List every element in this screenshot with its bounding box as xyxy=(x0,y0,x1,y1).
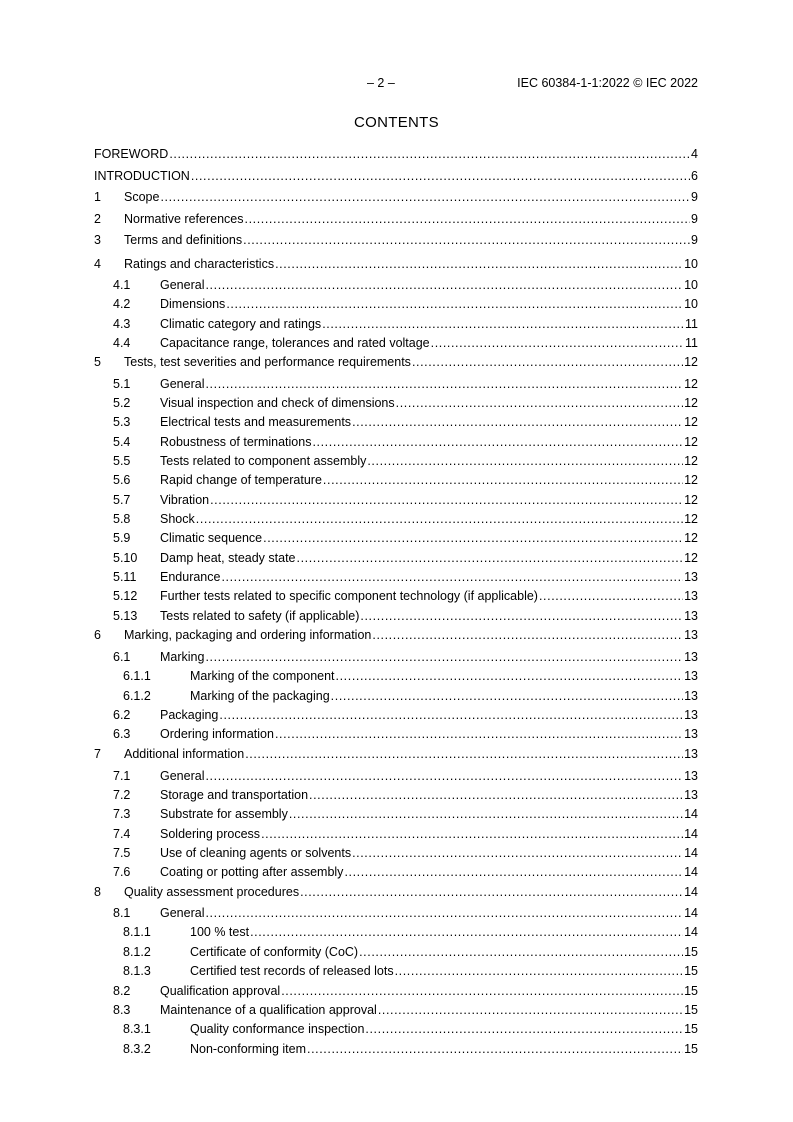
toc-entry-number: 6.3 xyxy=(113,727,131,741)
toc-entry-number: 8.1.2 xyxy=(123,945,151,959)
toc-entry-title[interactable]: Ordering information xyxy=(160,727,274,741)
toc-entry-number: 5.7 xyxy=(113,493,131,507)
toc-entry-title[interactable]: General xyxy=(160,769,205,783)
toc-entry[interactable] xyxy=(94,395,698,411)
toc-entry-title[interactable]: INTRODUCTION xyxy=(94,169,190,183)
page-number: – 2 – xyxy=(367,76,395,90)
toc-entry-number: 6.1.1 xyxy=(123,669,151,683)
dot-leader xyxy=(378,1002,683,1018)
dot-leader xyxy=(360,608,683,624)
page-title: CONTENTS xyxy=(354,114,439,131)
toc-entry[interactable] xyxy=(94,354,698,370)
toc-entry-page[interactable]: 14 xyxy=(684,906,698,920)
toc-entry-number: 2 xyxy=(94,212,101,226)
toc-entry[interactable] xyxy=(94,627,698,643)
toc-entry[interactable] xyxy=(94,864,698,880)
toc-entry-number: 1 xyxy=(94,190,101,204)
toc-entry-number: 8.3.2 xyxy=(123,1042,151,1056)
toc-entry-number: 5.6 xyxy=(113,473,131,487)
dot-leader xyxy=(275,726,683,742)
toc-entry[interactable] xyxy=(94,588,698,604)
toc-entry-page[interactable]: 14 xyxy=(684,925,698,939)
toc-entry-title[interactable]: Marking of the packaging xyxy=(190,689,330,703)
toc-entry-title[interactable]: Climatic sequence xyxy=(160,531,263,545)
toc-entry-page[interactable]: 12 xyxy=(684,454,698,468)
toc-entry-number: 5.4 xyxy=(113,435,131,449)
dot-leader xyxy=(300,884,683,900)
toc-entry-title[interactable]: Marking, packaging and ordering information xyxy=(124,628,372,642)
toc-entry-page[interactable]: 9 xyxy=(691,233,698,247)
toc-entry[interactable] xyxy=(94,1021,698,1037)
dot-leader xyxy=(205,376,683,392)
toc-entry[interactable] xyxy=(94,530,698,546)
toc-entry-number: 5.5 xyxy=(113,454,131,468)
toc-entry-number: 8.2 xyxy=(113,984,131,998)
toc-entry-title[interactable]: Qualification approval xyxy=(160,984,281,998)
toc-entry-title[interactable]: Marking xyxy=(160,650,205,664)
toc-entry[interactable] xyxy=(94,707,698,723)
dot-leader xyxy=(205,649,683,665)
toc-entry-number: 4 xyxy=(94,257,101,271)
toc-entry-title[interactable]: Shock xyxy=(160,512,195,526)
toc-entry[interactable] xyxy=(94,1002,698,1018)
toc-entry-number: 5.9 xyxy=(113,531,131,545)
toc-entry[interactable] xyxy=(94,768,698,784)
dot-leader xyxy=(352,845,683,861)
toc-entry[interactable] xyxy=(94,376,698,392)
toc-entry[interactable] xyxy=(94,316,698,332)
toc-entry-page[interactable]: 13 xyxy=(684,570,698,584)
toc-entry-number: 4.4 xyxy=(113,336,131,350)
toc-entry-title[interactable]: FOREWORD xyxy=(94,147,169,161)
toc-entry[interactable] xyxy=(94,688,698,704)
toc-entry[interactable] xyxy=(94,826,698,842)
toc-entry-number: 5.3 xyxy=(113,415,131,429)
toc-entry-number: 5.12 xyxy=(113,589,138,603)
dot-leader xyxy=(396,395,683,411)
toc-entry-title[interactable]: Use of cleaning agents or solvents xyxy=(160,846,352,860)
toc-entry[interactable] xyxy=(94,884,698,900)
toc-entry[interactable] xyxy=(94,649,698,665)
dot-leader xyxy=(323,472,683,488)
toc-entry-title[interactable]: Ratings and characteristics xyxy=(124,257,275,271)
toc-entry-number: 5.2 xyxy=(113,396,131,410)
toc-entry-number: 5.11 xyxy=(113,570,137,584)
toc-entry-page[interactable]: 13 xyxy=(684,609,698,623)
dot-leader xyxy=(412,354,683,370)
toc-entry-title[interactable]: Storage and transportation xyxy=(160,788,309,802)
dot-leader xyxy=(372,627,683,643)
dot-leader xyxy=(359,944,683,960)
toc-entry-page[interactable]: 12 xyxy=(684,415,698,429)
toc-entry[interactable] xyxy=(94,569,698,585)
dot-leader xyxy=(281,983,683,999)
toc-entry[interactable] xyxy=(94,211,698,227)
toc-entry-title[interactable]: Dimensions xyxy=(160,297,226,311)
toc-entry-title[interactable]: Tests, test severities and performance requirements xyxy=(124,355,411,369)
toc-entry-page[interactable]: 13 xyxy=(684,727,698,741)
toc-entry[interactable] xyxy=(94,189,698,205)
toc-entry-page[interactable]: 12 xyxy=(684,531,698,545)
toc-entry[interactable] xyxy=(94,668,698,684)
toc-entry[interactable] xyxy=(94,414,698,430)
toc-entry-number: 5.8 xyxy=(113,512,131,526)
toc-entry-page[interactable]: 10 xyxy=(684,257,698,271)
toc-entry-number: 4.3 xyxy=(113,317,131,331)
toc-entry-page[interactable]: 11 xyxy=(685,317,698,331)
dot-leader xyxy=(275,256,683,272)
toc-entry-title[interactable]: Non-conforming item xyxy=(190,1042,307,1056)
toc-entry-title[interactable]: Climatic category and ratings xyxy=(160,317,322,331)
toc-entry-page[interactable]: 12 xyxy=(684,377,698,391)
toc-entry-page[interactable]: 13 xyxy=(684,747,698,761)
toc-entry-title[interactable]: Certificate of conformity (CoC) xyxy=(190,945,359,959)
toc-entry-number: 5.13 xyxy=(113,609,138,623)
toc-entry-page[interactable]: 13 xyxy=(684,669,698,683)
toc-entry-page[interactable]: 14 xyxy=(684,846,698,860)
toc-entry-page[interactable]: 12 xyxy=(684,355,698,369)
toc-entry-number: 6.2 xyxy=(113,708,131,722)
toc-entry-page[interactable]: 12 xyxy=(684,396,698,410)
toc-entry[interactable] xyxy=(94,277,698,293)
toc-entry-title[interactable]: General xyxy=(160,906,205,920)
dot-leader xyxy=(309,787,683,803)
toc-entry-number: 8 xyxy=(94,885,101,899)
toc-entry[interactable] xyxy=(94,472,698,488)
toc-entry-page[interactable]: 12 xyxy=(684,473,698,487)
toc-entry[interactable] xyxy=(94,845,698,861)
toc-entry-title[interactable]: General xyxy=(160,278,205,292)
toc-entry-title[interactable]: Rapid change of temperature xyxy=(160,473,322,487)
toc-entry-number: 4.2 xyxy=(113,297,131,311)
toc-entry-title[interactable]: Vibration xyxy=(160,493,210,507)
toc-entry-page[interactable]: 13 xyxy=(684,589,698,603)
toc-entry-number: 8.1 xyxy=(113,906,131,920)
dot-leader xyxy=(331,688,683,704)
toc-entry-title[interactable]: Certified test records of released lots xyxy=(190,964,394,978)
toc-entry-number: 7.1 xyxy=(113,769,131,783)
toc-entry-page[interactable]: 12 xyxy=(684,551,698,565)
toc-entry-number: 6 xyxy=(94,628,101,642)
toc-entry[interactable] xyxy=(94,746,698,762)
toc-entry-title[interactable]: Robustness of terminations xyxy=(160,435,312,449)
dot-leader xyxy=(191,168,690,184)
toc-entry[interactable] xyxy=(94,1041,698,1057)
toc-entry-number: 7.2 xyxy=(113,788,131,802)
dot-leader xyxy=(352,414,683,430)
toc-entry[interactable] xyxy=(94,511,698,527)
toc-entry-page[interactable]: 13 xyxy=(684,628,698,642)
document-id: IEC 60384-1-1:2022 © IEC 2022 xyxy=(517,76,698,90)
toc-entry-title[interactable]: Soldering process xyxy=(160,827,261,841)
dot-leader xyxy=(336,668,684,684)
toc-entry-title[interactable]: 100 % test xyxy=(190,925,250,939)
toc-entry-title[interactable]: Substrate for assembly xyxy=(160,807,288,821)
toc-entry[interactable] xyxy=(94,550,698,566)
toc-entry-page[interactable]: 6 xyxy=(691,169,698,183)
dot-leader xyxy=(297,550,684,566)
toc-entry-number: 7.6 xyxy=(113,865,131,879)
dot-leader xyxy=(205,277,683,293)
toc-entry-page[interactable]: 13 xyxy=(684,689,698,703)
toc-entry-page[interactable]: 13 xyxy=(684,769,698,783)
toc-entry-page[interactable]: 14 xyxy=(684,807,698,821)
toc-entry-page[interactable]: 14 xyxy=(684,885,698,899)
toc-entry[interactable] xyxy=(94,944,698,960)
toc-entry-number: 8.1.1 xyxy=(123,925,151,939)
dot-leader xyxy=(263,530,683,546)
toc-entry-title[interactable]: Further tests related to specific component technology (if applicable) xyxy=(160,589,538,603)
dot-leader xyxy=(312,434,683,450)
toc-entry-title[interactable]: Quality conformance inspection xyxy=(190,1022,365,1036)
toc-entry-page[interactable]: 15 xyxy=(684,1022,698,1036)
toc-entry-number: 7.3 xyxy=(113,807,131,821)
dot-leader xyxy=(344,864,683,880)
toc-entry-page[interactable]: 15 xyxy=(684,984,698,998)
page-header xyxy=(0,76,793,92)
toc-entry-title[interactable]: Packaging xyxy=(160,708,219,722)
toc-entry-number: 8.3.1 xyxy=(123,1022,151,1036)
toc-entry-number: 5.1 xyxy=(113,377,131,391)
toc-entry-title[interactable]: Electrical tests and measurements xyxy=(160,415,352,429)
toc-entry-title[interactable]: Normative references xyxy=(124,212,244,226)
toc-entry-page[interactable]: 14 xyxy=(684,827,698,841)
toc-entry-page[interactable]: 10 xyxy=(684,278,698,292)
toc-entry[interactable] xyxy=(94,924,698,940)
toc-entry[interactable] xyxy=(94,726,698,742)
dot-leader xyxy=(169,146,690,162)
dot-leader xyxy=(431,335,684,351)
toc-entry[interactable] xyxy=(94,296,698,312)
toc-entry-page[interactable]: 12 xyxy=(684,493,698,507)
dot-leader xyxy=(367,453,683,469)
dot-leader xyxy=(245,211,691,227)
toc-entry-page[interactable]: 9 xyxy=(691,190,698,204)
toc-entry-number: 7.5 xyxy=(113,846,131,860)
toc-entry-page[interactable]: 13 xyxy=(684,788,698,802)
toc-entry-title[interactable]: Coating or potting after assembly xyxy=(160,865,344,879)
dot-leader xyxy=(289,806,683,822)
dot-leader xyxy=(221,569,683,585)
toc-entry-page[interactable]: 9 xyxy=(691,212,698,226)
toc-entry[interactable] xyxy=(94,453,698,469)
dot-leader xyxy=(322,316,684,332)
toc-entry-page[interactable]: 11 xyxy=(685,336,698,350)
dot-leader xyxy=(205,905,683,921)
toc-entry-page[interactable]: 12 xyxy=(684,435,698,449)
toc-entry[interactable] xyxy=(94,335,698,351)
toc-entry-number: 6.1.2 xyxy=(123,689,151,703)
toc-entry-title[interactable]: Marking of the component xyxy=(190,669,335,683)
dot-leader xyxy=(196,511,683,527)
dot-leader xyxy=(539,588,683,604)
toc-entry-page[interactable]: 4 xyxy=(691,147,698,161)
toc-entry-title[interactable]: Additional information xyxy=(124,747,245,761)
toc-entry[interactable] xyxy=(94,232,698,248)
toc-entry[interactable] xyxy=(94,434,698,450)
toc-entry-title[interactable]: Damp heat, steady state xyxy=(160,551,296,565)
toc-entry-page[interactable]: 15 xyxy=(684,945,698,959)
dot-leader xyxy=(219,707,683,723)
toc-entry[interactable] xyxy=(94,492,698,508)
dot-leader xyxy=(210,492,683,508)
toc-entry-number: 5.10 xyxy=(113,551,138,565)
toc-entry-page[interactable]: 15 xyxy=(684,1003,698,1017)
toc-entry-title[interactable]: Tests related to component assembly xyxy=(160,454,367,468)
toc-entry-page[interactable]: 13 xyxy=(684,650,698,664)
toc-entry-title[interactable]: Capacitance range, tolerances and rated voltage xyxy=(160,336,430,350)
toc-entry-title[interactable]: Terms and definitions xyxy=(124,233,243,247)
dot-leader xyxy=(245,746,683,762)
toc-entry-page[interactable]: 15 xyxy=(684,964,698,978)
toc-entry-title[interactable]: Maintenance of a qualification approval xyxy=(160,1003,377,1017)
toc-entry-page[interactable]: 10 xyxy=(684,297,698,311)
toc-entry-number: 6.1 xyxy=(113,650,131,664)
toc-entry[interactable] xyxy=(94,905,698,921)
dot-leader xyxy=(365,1021,683,1037)
toc-entry[interactable] xyxy=(94,983,698,999)
dot-leader xyxy=(261,826,683,842)
toc-entry-title[interactable]: Tests related to safety (if applicable) xyxy=(160,609,360,623)
toc-entry-page[interactable]: 12 xyxy=(684,512,698,526)
toc-entry[interactable] xyxy=(94,256,698,272)
toc-entry[interactable] xyxy=(94,787,698,803)
dot-leader xyxy=(395,963,684,979)
toc-entry-page[interactable]: 14 xyxy=(684,865,698,879)
toc-entry-number: 5 xyxy=(94,355,101,369)
toc-entry[interactable] xyxy=(94,608,698,624)
dot-leader xyxy=(250,924,683,940)
toc-entry[interactable] xyxy=(94,168,698,184)
dot-leader xyxy=(226,296,683,312)
toc-entry-title[interactable]: Quality assessment procedures xyxy=(124,885,300,899)
toc-entry-title[interactable]: Scope xyxy=(124,190,160,204)
toc-entry-number: 3 xyxy=(94,233,101,247)
toc-entry[interactable] xyxy=(94,963,698,979)
dot-leader xyxy=(243,232,690,248)
toc-entry-title[interactable]: Endurance xyxy=(160,570,221,584)
toc-entry-number: 8.3 xyxy=(113,1003,131,1017)
toc-entry-number: 8.1.3 xyxy=(123,964,151,978)
toc-entry[interactable] xyxy=(94,146,698,162)
toc-entry[interactable] xyxy=(94,806,698,822)
toc-entry-number: 7 xyxy=(94,747,101,761)
dot-leader xyxy=(307,1041,683,1057)
toc-entry-title[interactable]: General xyxy=(160,377,205,391)
toc-entry-page[interactable]: 15 xyxy=(684,1042,698,1056)
toc-entry-number: 4.1 xyxy=(113,278,131,292)
toc-entry-title[interactable]: Visual inspection and check of dimensions xyxy=(160,396,395,410)
toc-entry-page[interactable]: 13 xyxy=(684,708,698,722)
toc-entry-number: 7.4 xyxy=(113,827,131,841)
dot-leader xyxy=(160,189,690,205)
dot-leader xyxy=(205,768,683,784)
